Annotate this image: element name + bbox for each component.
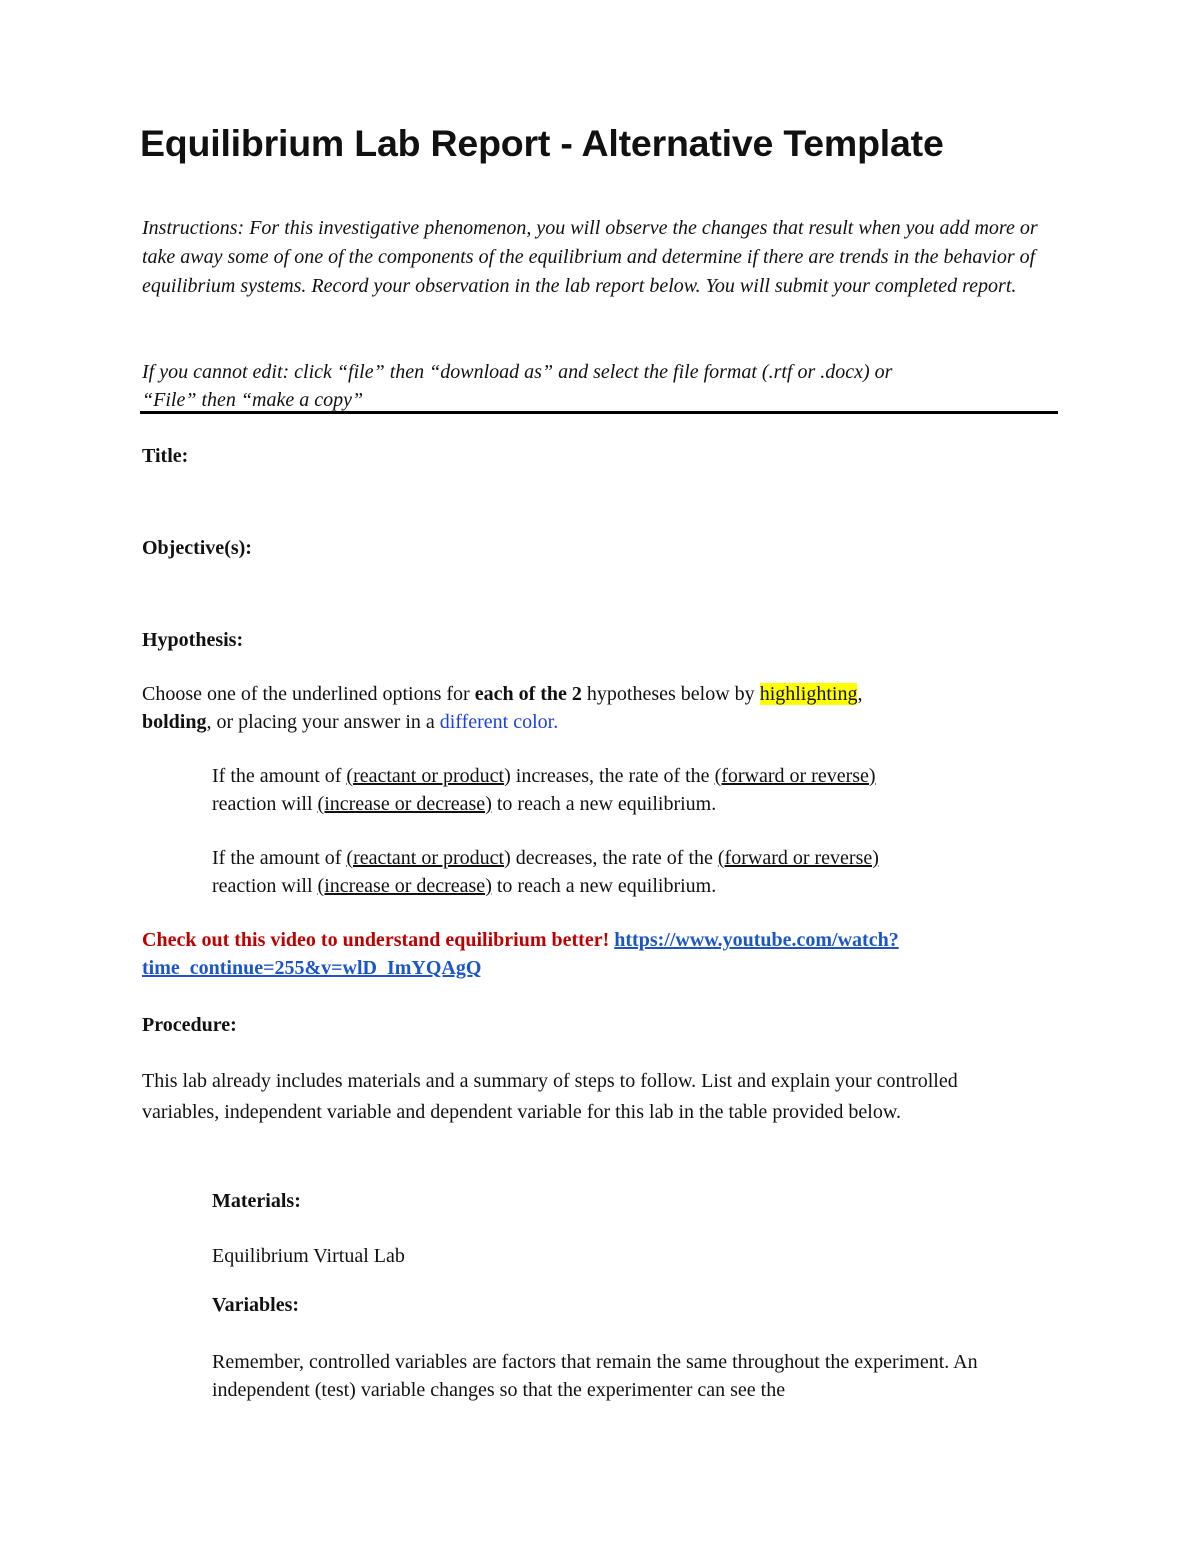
variables-label: Variables:	[212, 1294, 300, 1316]
instructions-paragraph: Instructions: For this investigative phenomenon, you will observe the changes that result when you add more or take away some of one of the components of the equilibrium and determine if there are trends in the behavior of equilibrium systems. Record your observation in the lab report below. You will submit your completed report.	[142, 217, 1038, 297]
option-forward-reverse[interactable]: (forward or reverse)	[714, 765, 876, 787]
different-color-example: different color.	[439, 711, 559, 733]
option-reactant-product[interactable]: (reactant or product	[346, 847, 505, 869]
edit-note	[142, 358, 1072, 414]
option-forward-reverse[interactable]: (forward or reverse)	[717, 847, 879, 869]
option-reactant-product[interactable]: (reactant or product	[346, 765, 505, 787]
highlighting-example: highlighting	[759, 683, 858, 705]
variables-text: Remember, controlled variables are factors that remain the same throughout the experiment. An independent (test) variable changes so that the experimenter can see the	[212, 1351, 978, 1401]
bolding-example: bolding	[142, 711, 207, 733]
materials-label: Materials:	[212, 1190, 301, 1212]
video-link-continued[interactable]: time_continue=255&v=wlD_ImYQAgQ	[142, 957, 482, 979]
video-callout	[142, 926, 1082, 982]
materials-value: Equilibrium Virtual Lab	[212, 1245, 405, 1267]
option-increase-decrease[interactable]: (increase or decrease)	[317, 875, 492, 897]
objectives-label: Objective(s):	[142, 537, 252, 559]
video-prompt: Check out this video to understand equilibrium better!	[142, 929, 610, 951]
section-divider	[140, 411, 1058, 414]
hypothesis-2: If the amount of (reactant or product) decreases, the rate of the (forward or reverse) reaction will (increase or decrease) to reach a new equilibrium.	[212, 847, 879, 897]
video-link[interactable]: https://www.youtube.com/watch?	[614, 929, 899, 951]
procedure-label: Procedure:	[142, 1014, 237, 1036]
document-title: Equilibrium Lab Report - Alternative Template	[140, 122, 944, 164]
procedure-text: This lab already includes materials and a summary of steps to follow. List and explain your controlled variables, independent variable and dependent variable for this lab in the table provided below.	[142, 1070, 958, 1123]
edit-note-line-2: “File” then “make a copy”	[142, 389, 364, 411]
hypothesis-label: Hypothesis:	[142, 629, 244, 651]
title-label: Title:	[142, 445, 189, 467]
option-increase-decrease[interactable]: (increase or decrease)	[317, 793, 492, 815]
hypothesis-1: If the amount of (reactant or product) increases, the rate of the (forward or reverse) reaction will (increase or decrease) to reach a new equilibrium.	[212, 765, 876, 815]
edit-note-line-1: If you cannot edit: click “file” then “download as” and select the file format (.rtf or .docx) or	[142, 361, 893, 383]
hypothesis-instructions: Choose one of the underlined options for each of the 2 hypotheses below by highlighting, bolding, or placing your answer in a different color.	[142, 683, 863, 733]
